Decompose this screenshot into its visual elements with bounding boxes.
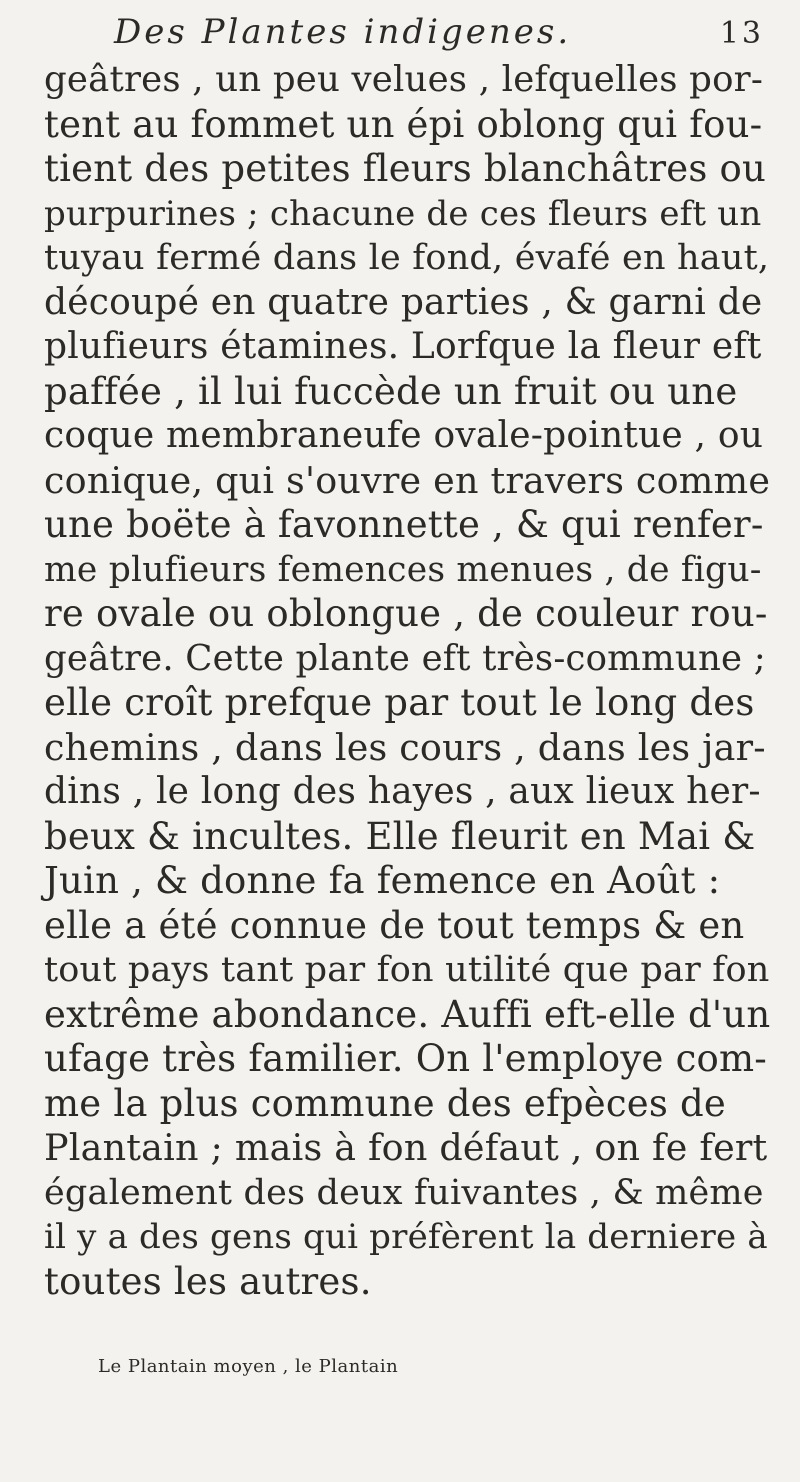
text-line: extrême abondance. Auffi eft-elle d'un bbox=[44, 992, 771, 1036]
text-line: chemins , dans les cours , dans les jar- bbox=[44, 725, 766, 769]
text-line: re ovale ou oblongue , de couleur rou- bbox=[44, 592, 768, 635]
text-line: toutes les autres. bbox=[44, 1259, 372, 1303]
text-line: ufage très familier. On l'employe com- bbox=[44, 1037, 767, 1080]
text-line: elle croît prefque par tout le long des bbox=[44, 681, 755, 724]
text-line: tout pays tant par fon utilité que par fon bbox=[44, 950, 770, 990]
text-line: paffée , il lui fuccède un fruit ou une bbox=[44, 369, 738, 413]
text-line: conique, qui s'ouvre en travers comme bbox=[44, 458, 771, 502]
text-line: plufieurs étamines. Lorfque la fleur eft bbox=[44, 326, 762, 367]
text-line: elle a été connue de tout temps & en bbox=[44, 903, 745, 947]
text-line: tuyau fermé dans le fond, évafé en haut, bbox=[44, 238, 770, 278]
text-line: purpurines ; chacune de ces fleurs eft un bbox=[44, 193, 762, 234]
text-line: coque membraneufe ovale-pointue , ou bbox=[44, 415, 764, 456]
text-line: tient des petites fleurs blanchâtres ou bbox=[44, 147, 767, 190]
running-head bbox=[44, 8, 770, 58]
running-title: Des Plantes indigenes. bbox=[114, 12, 572, 52]
text-line: tent au fommet un épi oblong qui fou- bbox=[44, 102, 763, 146]
text-line: beux & incultes. Elle fleurit en Mai & bbox=[44, 814, 756, 858]
text-line: il y a des gens qui préfèrent la derniere à bbox=[44, 1217, 768, 1257]
text-line: me plufieurs femences menues , de figu- bbox=[44, 549, 762, 590]
text-line: découpé en quatre parties , & garni de bbox=[44, 281, 763, 323]
text-line: geâtre. Cette plante eft très-commune ; bbox=[44, 637, 766, 679]
text-line: Juin , & donne fa femence en Août : bbox=[44, 859, 721, 902]
text-line: me la plus commune des efpèces de bbox=[44, 1081, 727, 1125]
text-line: Plantain ; mais à fon défaut , on fe fert bbox=[44, 1126, 768, 1169]
section-heading: Le Plantain moyen , le Plantain bbox=[98, 1356, 399, 1377]
text-line: également des deux fuivantes , & même bbox=[44, 1172, 764, 1213]
page-number: 13 bbox=[719, 16, 764, 51]
body-text bbox=[44, 58, 770, 1304]
text-line: geâtres , un peu velues , lefquelles por- bbox=[44, 59, 764, 100]
text-line: une boëte à favonnette , & qui renfer- bbox=[44, 503, 764, 546]
text-line: dins , le long des hayes , aux lieux her- bbox=[44, 771, 761, 812]
